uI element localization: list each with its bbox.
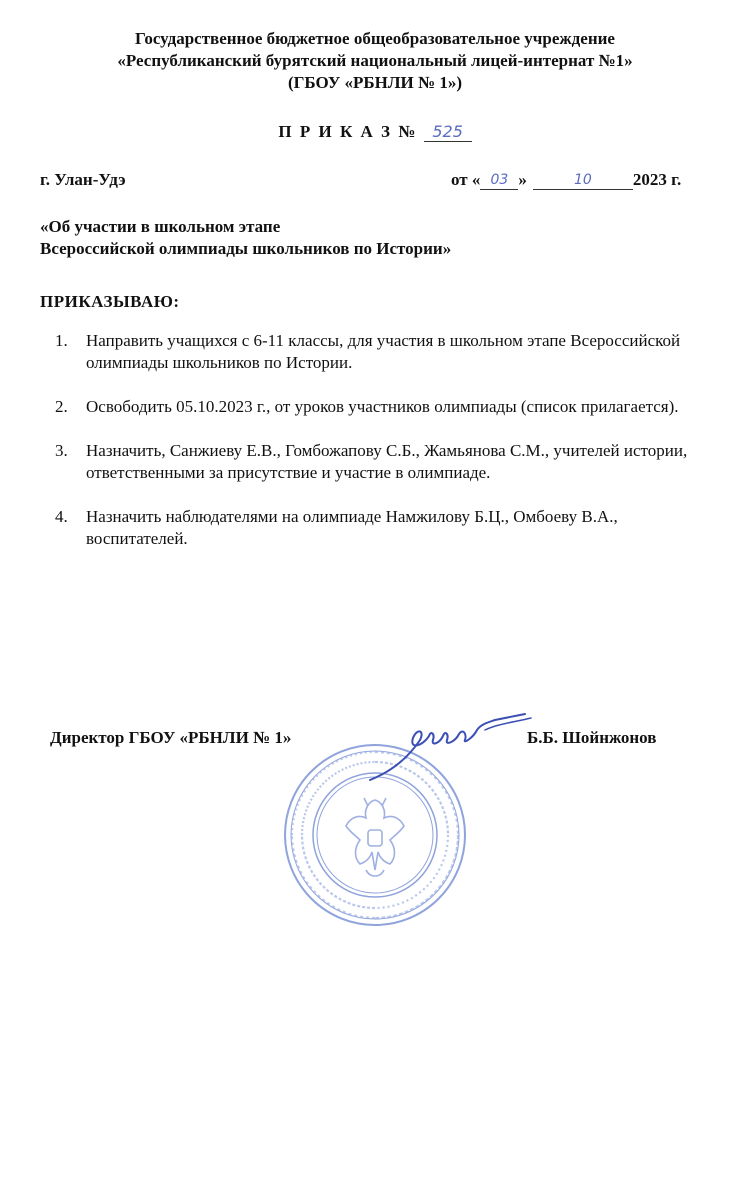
list-item: [55, 440, 715, 484]
date-middle: »: [518, 170, 527, 189]
date-year: 2023 г.: [632, 170, 682, 189]
item-number: 4.: [55, 507, 68, 526]
item-text: Назначить, Санжиеву Е.В., Гомбожапову С.Б., Жамьянова С.М., учителей истории, ответственными за присутствие и участие в олимпиаде.: [86, 441, 688, 482]
item-text: Назначить наблюдателями на олимпиаде Намжилову Б.Ц., Омбоеву В.А., воспитателей.: [86, 507, 618, 548]
directive-list: [55, 330, 715, 572]
signature-title: Директор ГБОУ «РБНЛИ № 1»: [50, 728, 292, 747]
place: г. Улан-Удэ: [40, 170, 126, 189]
order-subject: [40, 216, 451, 260]
date-month: 10: [533, 171, 633, 190]
directive-heading: ПРИКАЗЫВАЮ:: [40, 292, 180, 311]
header-line-1: Государственное бюджетное общеобразовательное учреждение: [135, 29, 615, 48]
signature-name: Б.Б. Шойнжонов: [527, 728, 657, 747]
subject-line-1: «Об участии в школьном этапе: [40, 217, 281, 236]
header-line-3: (ГБОУ «РБНЛИ № 1»): [287, 73, 463, 92]
institution-header: [0, 28, 750, 94]
list-item: [55, 330, 715, 374]
date-day: 03: [480, 171, 518, 190]
item-number: 2.: [55, 397, 68, 416]
list-item: [55, 506, 715, 550]
item-text: Направить учащихся с 6-11 классы, для участия в школьном этапе Всероссийской олимпиады школьников по Истории.: [86, 331, 681, 372]
item-number: 1.: [55, 331, 68, 350]
order-date: [451, 170, 681, 190]
subject-line-2: Всероссийской олимпиады школьников по Истории»: [40, 239, 452, 258]
order-heading: [0, 122, 750, 142]
director-signature: [365, 700, 535, 790]
header-line-2: «Республиканский бурятский национальный лицей-интернат №1»: [117, 51, 633, 70]
order-title: П Р И К А З №: [278, 122, 418, 141]
date-prefix: от «: [451, 170, 481, 189]
item-text: Освободить 05.10.2023 г., от уроков участников олимпиады (список прилагается).: [86, 397, 679, 416]
item-number: 3.: [55, 441, 68, 460]
order-number: 525: [424, 123, 472, 142]
list-item: [55, 396, 715, 418]
